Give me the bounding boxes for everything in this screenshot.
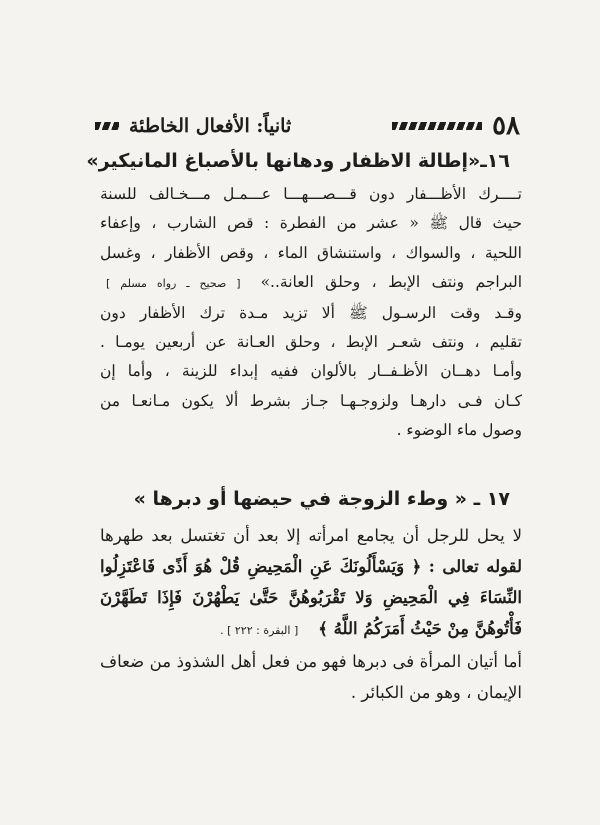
paragraph-line: وصول ماء الوضوء . — [396, 421, 522, 440]
paragraph-line: وقـد وقت الرسـول ﷺ ألا تزيد مـدة ترك الأظفار دون — [100, 303, 522, 322]
hadith-citation: [ صحيح ـ رواه مسلم ] — [106, 277, 241, 291]
section-17-body — [100, 520, 522, 708]
paragraph-line: لا يحل للرجل أن يجامع امرأته إلا بعد أن تغتسل بعد طهرها — [100, 526, 522, 545]
quran-citation: [ البقرة : ٢٢٢ ] . — [220, 624, 299, 637]
page-header — [95, 110, 520, 142]
running-title: ثانياً: الأفعال الخاطئة — [129, 115, 292, 137]
paragraph-line: تقليم ، ونتف شعـر الإبط ، وحلق العـانة عن أربعين يومـا . — [100, 333, 522, 352]
paragraph-text: البراجم ونتف الإبط ، وحلق العانة..» — [260, 273, 522, 292]
header-ornament-end — [95, 122, 119, 130]
quran-verse-line: النِّسَاءَ فِي الْمَحِيضِ وَلا تَقْرَبُوهُنَّ حَتَّىٰ يَطْهُرْنَ فَإِذَا تَطَهَّرْنَ — [100, 588, 522, 607]
header-number-group — [392, 111, 520, 141]
paragraph-line: أما أتيان المرأة فى دبرها فهو من فعل أهل الشذوذ من ضعاف — [100, 652, 523, 671]
section-16-body — [100, 180, 522, 446]
quran-verse-line-with-citation — [100, 613, 522, 646]
paragraph-line: وأمـا دهــان الأظـفــار بالألوان ففيه إبداء للزينة ، وأما إن — [100, 362, 522, 381]
paragraph-line: الإيمان ، وهو من الكبائر . — [350, 683, 522, 702]
paragraph-line: كـان فـى دارهـا ولزوجـهـا جـاز بشرط ألا يكون مـانعـا من — [100, 391, 522, 410]
paragraph-line: تــــرك الأظـــفار دون قـــصـــهـــا عـــمـل مـــخـالف للسنة — [100, 185, 522, 203]
section-16-title: ١٦ـ«إطالة الاظفار ودهانها بالأصباغ المانيكير» — [86, 150, 510, 172]
section-17-title: ١٧ ـ « وطء الزوجة في حيضها أو دبرها » — [133, 488, 510, 510]
paragraph-line: حيث قال ﷺ « عشر من الفطرة : قص الشارب ، وإعفاء — [100, 214, 522, 233]
quran-verse-line: لقوله تعالى : ﴿ وَيَسْأَلُونَكَ عَنِ الْمَحِيضِ قُلْ هُوَ أَذًى فَاعْتَزِلُوا — [100, 557, 522, 576]
paragraph-line-with-citation — [100, 268, 522, 298]
header-ornament — [392, 122, 482, 130]
paragraph-line: اللحية ، والسواك ، واستنشاق الماء ، وقص الأظفار ، وغسل — [100, 243, 522, 262]
quran-verse-text: فَأْتُوهُنَّ مِنْ حَيْثُ أَمَرَكُمُ اللَّهُ ﴾ — [318, 619, 522, 638]
header-title-group — [95, 115, 291, 137]
page-number: ٥٨ — [492, 111, 520, 141]
